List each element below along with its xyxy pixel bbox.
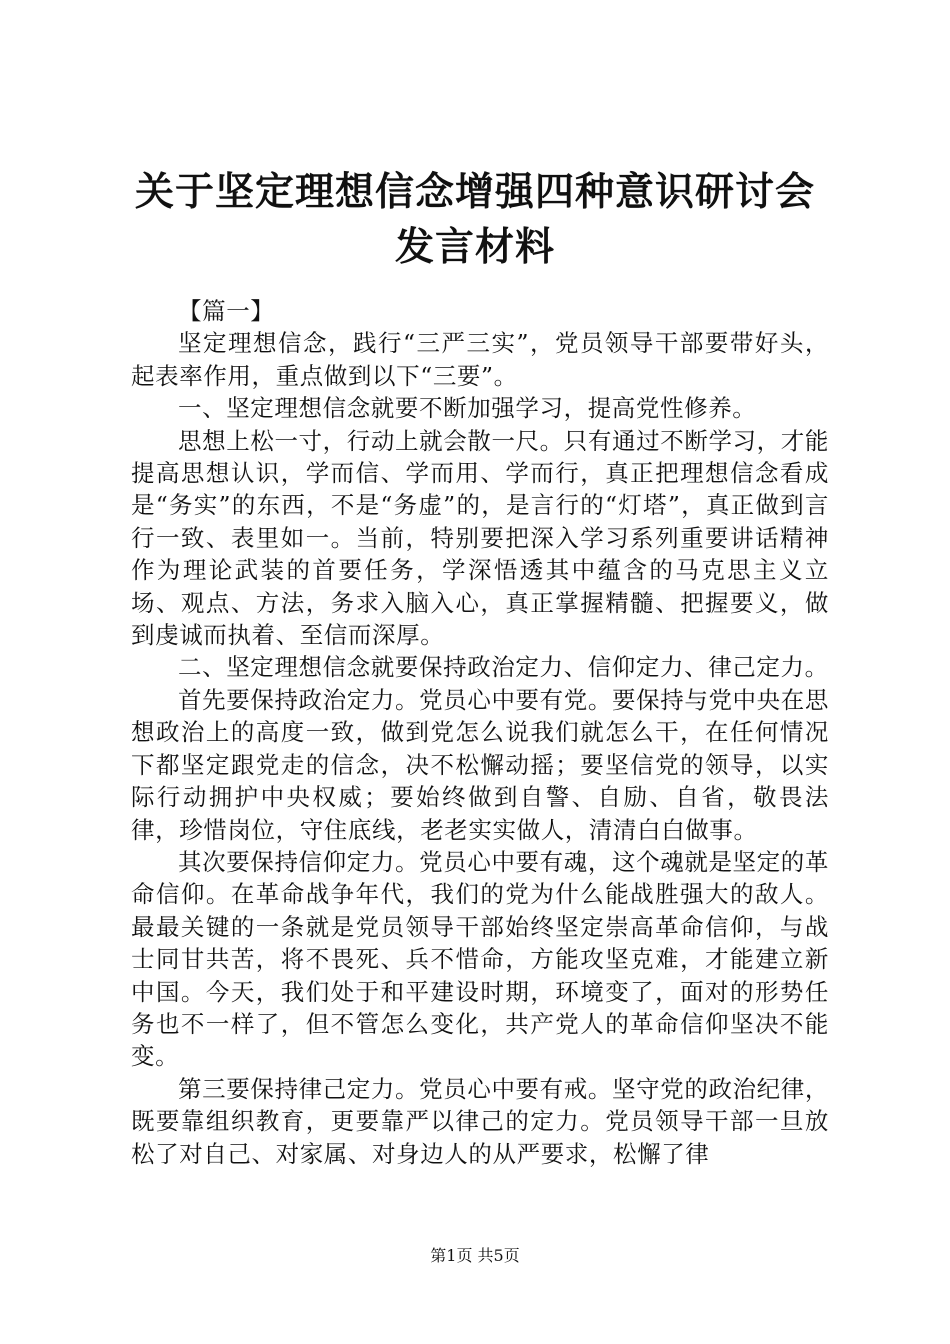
heading-one: 一、坚定理想信念就要不断加强学习，提高党性修养。: [178, 394, 757, 423]
paragraph-intro: 坚定理想信念，践行“三严三实”，党员领导干部要带好头，起表率作用，重点做到以下“三要”。: [131, 329, 829, 390]
paragraph-political: 首先要保持政治定力。党员心中要有党。要保持与党中央在思想政治上的高度一致，做到党怎么说我们就怎么干，在任何情况下都坚定跟党走的信念，决不松懈动摇；要坚信党的领导，以实际行动拥护中央权威；要始终做到自警、自励、自省，敬畏法律，珍惜岗位，守住底线，老老实实做人，清清白白做事。: [131, 685, 829, 844]
paragraph-discipline: 第三要保持律己定力。党员心中要有戒。坚守党的政治纪律，既要靠组织教育，更要靠严以律己的定力。党员领导干部一旦放松了对自己、对家属、对身边人的从严要求，松懈了律: [131, 1074, 829, 1168]
page-number-footer: 第1页 共5页: [430, 1246, 520, 1265]
paragraph-belief: 其次要保持信仰定力。党员心中要有魂，这个魂就是坚定的革命信仰。在革命战争年代，我们的党为什么能战胜强大的敌人。最最关键的一条就是党员领导干部始终坚定崇高革命信仰，与战士同甘共苦，将不畏死、兵不惜命，方能攻坚克难，才能建立新中国。今天，我们处于和平建设时期，环境变了，面对的形势任务也不一样了，但不管怎么变化，共产党人的革命信仰坚决不能变。: [131, 847, 829, 1071]
document-title: 关于坚定理想信念增强四种意识研讨会发言材料: [134, 169, 815, 270]
heading-two: 二、坚定理想信念就要保持政治定力、信仰定力、律己定力。: [178, 653, 829, 682]
paragraph-study: 思想上松一寸，行动上就会散一尺。只有通过不断学习，才能提高思想认识，学而信、学而用、学而行，真正把理想信念看成是“务实”的东西，不是“务虚”的，是言行的“灯塔”，真正做到言行一致、表里如一。当前，特别要把深入学习系列重要讲话精神作为理论武装的首要任务，学深悟透其中蕴含的马克思主义立场、观点、方法，务求入脑入心，真正掌握精髓、把握要义，做到虔诚而执着、至信而深厚。: [131, 426, 829, 650]
document-body: [131, 295, 829, 1170]
section-label: 【篇一】: [178, 297, 275, 325]
